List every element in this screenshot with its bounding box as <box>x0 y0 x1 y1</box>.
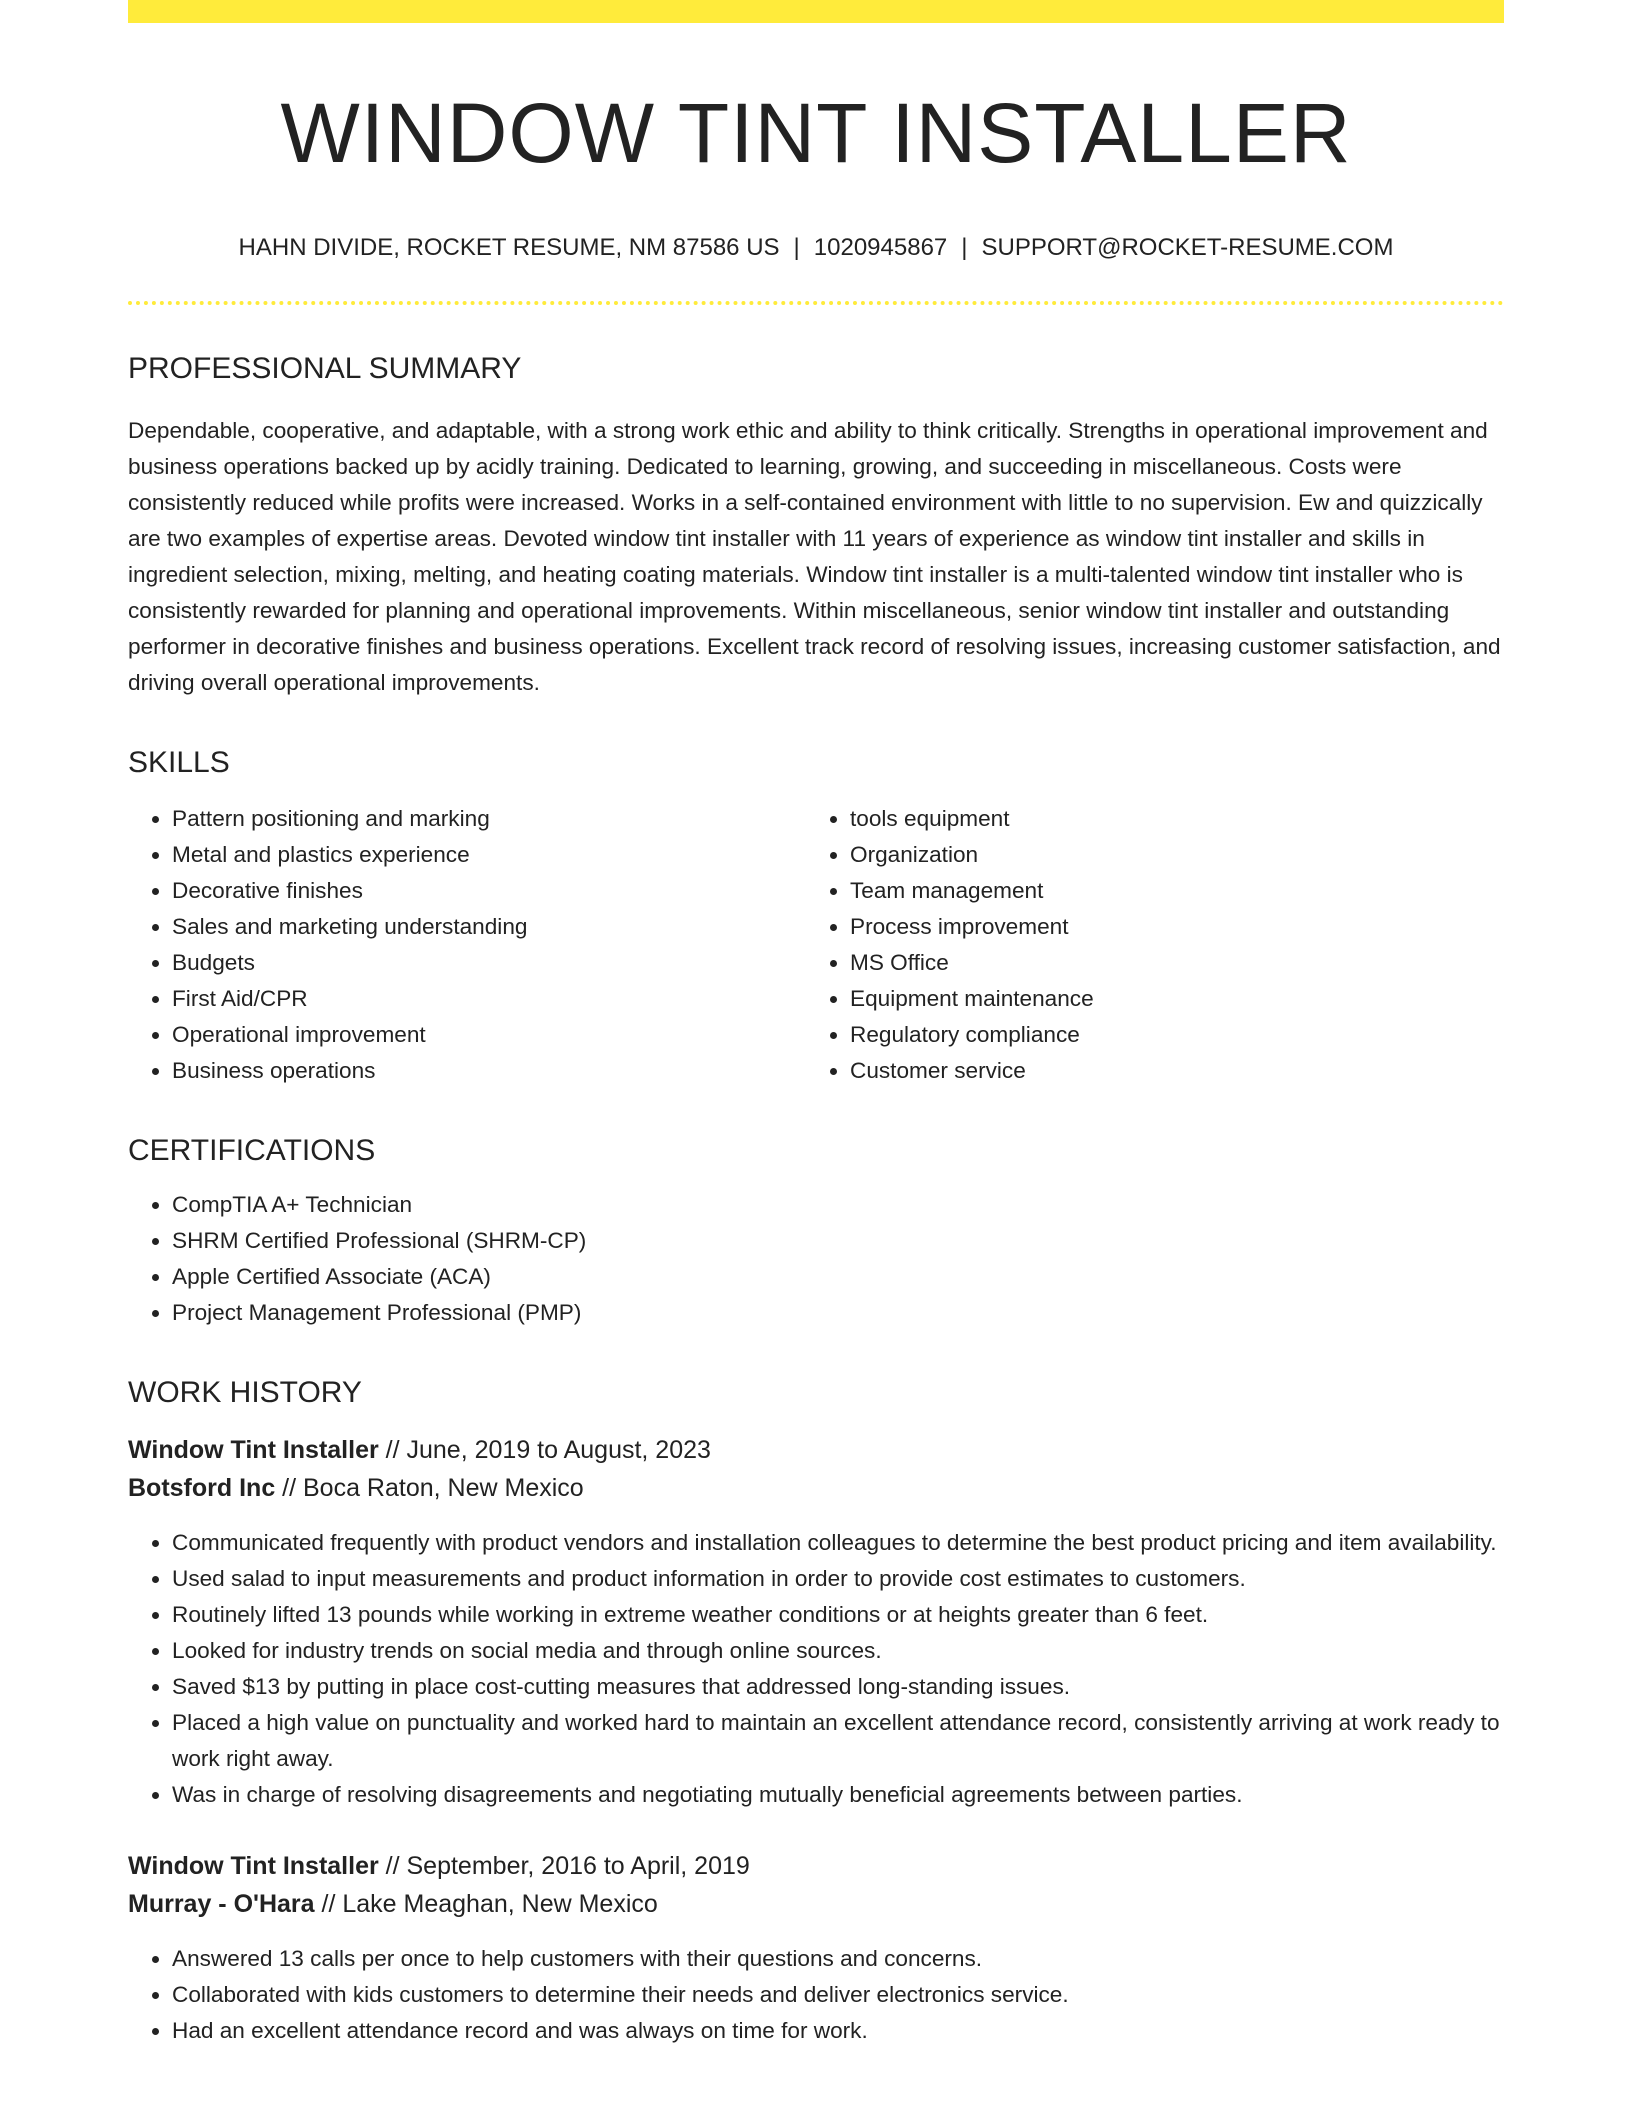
job-dates: // September, 2016 to April, 2019 <box>378 1851 750 1880</box>
certification-item: • SHRM Certified Professional (SHRM-CP) <box>172 1223 1504 1259</box>
skill-item: • Decorative finishes <box>172 873 806 909</box>
skills-list-left <box>128 801 806 1089</box>
certifications-list <box>128 1187 1504 1331</box>
job-bullet: • Looked for industry trends on social media and through online sources. <box>172 1633 1504 1669</box>
skill-item: • Operational improvement <box>172 1017 806 1053</box>
skill-item: • Organization <box>850 837 1484 873</box>
skill-item: • MS Office <box>850 945 1484 981</box>
job-title-line <box>128 1847 1504 1885</box>
job-bullet: • Saved $13 by putting in place cost-cutting measures that addressed long-standing issues. <box>172 1669 1504 1705</box>
job-bullet: • Was in charge of resolving disagreements and negotiating mutually beneficial agreements between parties. <box>172 1777 1504 1813</box>
job-bullet: • Had an excellent attendance record and was always on time for work. <box>172 2013 1504 2049</box>
skill-item: • Budgets <box>172 945 806 981</box>
job-bullet: • Placed a high value on punctuality and worked hard to maintain an excellent attendance record, consistently arriving at work ready to work right away. <box>172 1705 1504 1777</box>
job-bullets <box>128 1941 1504 2049</box>
job-bullet: • Collaborated with kids customers to determine their needs and deliver electronics service. <box>172 1977 1504 2013</box>
summary-text: Dependable, cooperative, and adaptable, with a strong work ethic and ability to think critically. Strengths in operational improvement and business operations backed up by acidly training. Dedicated to learning, growing, and succeeding in miscellaneous. Costs were consistently reduced while profits were increased. Works in a self-contained environment with little to no supervision. Ew and quizzically are two examples of expertise areas. Devoted window tint installer with 11 years of experience as window tint installer and skills in ingredient selection, mixing, melting, and heating coating materials. Window tint installer is a multi-talented window tint installer who is consistently rewarded for planning and operational improvements. Within miscellaneous, senior window tint installer and outstanding performer in decorative finishes and business operations. Excellent track record of resolving issues, increasing customer satisfaction, and driving overall operational improvements. <box>128 417 1501 695</box>
job-title: Window Tint Installer <box>128 1435 379 1464</box>
job-entry <box>128 1847 1504 2049</box>
job-bullets <box>128 1525 1504 1813</box>
section-title-skills: SKILLS <box>128 745 230 779</box>
company-line <box>128 1469 1504 1507</box>
skills-list-right <box>806 801 1484 1089</box>
certification-item: • CompTIA A+ Technician <box>172 1187 1504 1223</box>
job-bullet: • Routinely lifted 13 pounds while working in extreme weather conditions or at heights greater than 6 feet. <box>172 1597 1504 1633</box>
job-bullet: • Used salad to input measurements and product information in order to provide cost estimates to customers. <box>172 1561 1504 1597</box>
section-title-work-history: WORK HISTORY <box>128 1375 362 1409</box>
job-bullet: • Answered 13 calls per once to help customers with their questions and concerns. <box>172 1941 1504 1977</box>
job-entry <box>128 1431 1504 1813</box>
contact-separator: | <box>961 233 968 261</box>
accent-top-bar <box>128 0 1504 23</box>
contact-address: HAHN DIVIDE, ROCKET RESUME, NM 87586 US <box>238 233 780 261</box>
section-title-certifications: CERTIFICATIONS <box>128 1133 376 1167</box>
skill-item: • Equipment maintenance <box>850 981 1484 1017</box>
job-title: Window Tint Installer <box>128 1851 379 1880</box>
skill-item: • Business operations <box>172 1053 806 1089</box>
skill-item: • Regulatory compliance <box>850 1017 1484 1053</box>
skill-item: • Sales and marketing understanding <box>172 909 806 945</box>
skill-item: • Metal and plastics experience <box>172 837 806 873</box>
job-title-line <box>128 1431 1504 1469</box>
job-dates: // June, 2019 to August, 2023 <box>378 1435 711 1464</box>
company-line <box>128 1885 1504 1923</box>
contact-line <box>128 234 1504 263</box>
job-bullet: • Communicated frequently with product vendors and installation colleagues to determine the best product pricing and item availability. <box>172 1525 1504 1561</box>
contact-phone: 1020945867 <box>813 233 948 261</box>
resume-page <box>128 0 1504 2049</box>
skills-columns <box>128 801 1504 1089</box>
certification-item: • Project Management Professional (PMP) <box>172 1295 1504 1331</box>
company-location: // Boca Raton, New Mexico <box>275 1473 584 1502</box>
skill-item: • Pattern positioning and marking <box>172 801 806 837</box>
skill-item: • Process improvement <box>850 909 1484 945</box>
company-name: Murray - O'Hara <box>128 1889 315 1918</box>
dotted-divider <box>128 301 1504 305</box>
skill-item: • Customer service <box>850 1053 1484 1089</box>
company-location: // Lake Meaghan, New Mexico <box>314 1889 658 1918</box>
certification-item: • Apple Certified Associate (ACA) <box>172 1259 1504 1295</box>
resume-name: WINDOW TINT INSTALLER <box>280 86 1352 180</box>
section-title-summary: PROFESSIONAL SUMMARY <box>128 351 522 385</box>
contact-separator: | <box>793 233 800 261</box>
skill-item: • First Aid/CPR <box>172 981 806 1017</box>
contact-email: SUPPORT@ROCKET-RESUME.COM <box>981 233 1394 261</box>
skill-item: • tools equipment <box>850 801 1484 837</box>
company-name: Botsford Inc <box>128 1473 276 1502</box>
skill-item: • Team management <box>850 873 1484 909</box>
